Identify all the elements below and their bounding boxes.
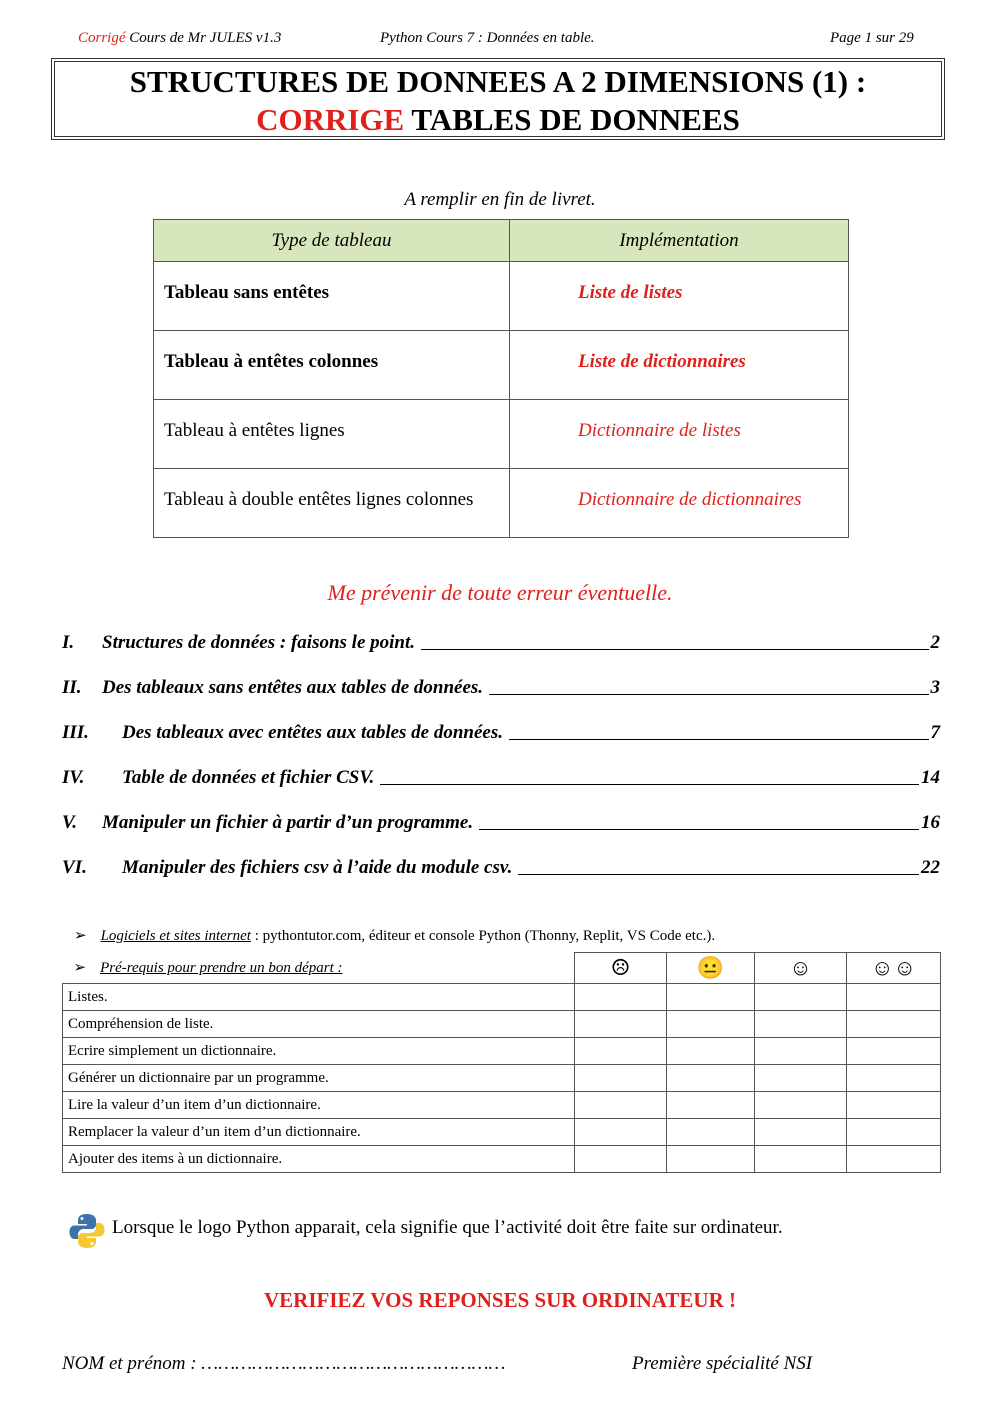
warning-text: Me prévenir de toute erreur éventuelle. — [327, 580, 673, 605]
toc-number: IV. — [62, 767, 85, 788]
rating-cell[interactable] — [847, 984, 941, 1011]
rating-cell[interactable] — [755, 984, 847, 1011]
rating-cell[interactable] — [575, 1146, 667, 1173]
rating-cell[interactable] — [847, 1065, 941, 1092]
toc-entry[interactable] — [62, 675, 940, 699]
title-line2 — [52, 101, 944, 139]
rating-cell[interactable] — [575, 1092, 667, 1119]
toc-entry[interactable] — [62, 855, 940, 879]
rating-cell[interactable] — [667, 1038, 755, 1065]
toc-entry[interactable] — [62, 765, 940, 789]
prereq-header — [63, 953, 575, 984]
toc-entry[interactable] — [62, 720, 940, 744]
impl-cell: Dictionnaire de dictionnaires — [510, 469, 849, 538]
table-row — [63, 1119, 941, 1146]
header-corrige: Corrigé — [78, 30, 126, 46]
toc-entry[interactable] — [62, 810, 940, 834]
impl-cell: Dictionnaire de listes — [510, 400, 849, 469]
arrow-bullet-icon: ➢ — [73, 960, 87, 977]
prereq-label: Pré-requis pour prendre un bon départ : — [100, 960, 343, 977]
prereq-item: Remplacer la valeur d’un item d’un dictionnaire. — [63, 1119, 575, 1146]
table-caption: A remplir en fin de livret. — [404, 189, 596, 210]
rating-cell[interactable] — [755, 1011, 847, 1038]
rating-cell[interactable] — [755, 1065, 847, 1092]
toc-entry[interactable] — [62, 630, 940, 654]
smiling-face-icon: ☺ — [755, 953, 847, 984]
title-box — [51, 58, 945, 140]
toc-leader — [509, 739, 928, 740]
table-row — [63, 1038, 941, 1065]
rating-cell[interactable] — [847, 1011, 941, 1038]
rating-cell[interactable] — [755, 1146, 847, 1173]
header-page: Page 1 sur 29 — [830, 30, 914, 46]
software-bullet — [74, 926, 715, 945]
toc-page: 16 — [921, 812, 940, 833]
toc-number: II. — [62, 677, 82, 698]
prereq-item: Générer un dictionnaire par un programme. — [63, 1065, 575, 1092]
table-row — [154, 331, 849, 400]
prereq-item: Ecrire simplement un dictionnaire. — [63, 1038, 575, 1065]
impl-cell: Liste de listes — [510, 262, 849, 331]
header-center: Python Cours 7 : Données en table. — [380, 30, 595, 46]
toc-number: III. — [62, 722, 89, 743]
toc-leader — [518, 874, 919, 875]
table-row — [63, 1065, 941, 1092]
toc-page: 2 — [930, 632, 940, 653]
rating-cell[interactable] — [575, 984, 667, 1011]
table-row — [63, 1146, 941, 1173]
rating-cell[interactable] — [575, 1011, 667, 1038]
rating-cell[interactable] — [667, 1092, 755, 1119]
title-line1: STRUCTURES DE DONNEES A 2 DIMENSIONS (1) : — [129, 64, 867, 99]
title-corrige: CORRIGE — [256, 102, 405, 137]
python-note: Lorsque le logo Python apparait, cela signifie que l’activité doit être faite sur ordinateur. — [112, 1217, 783, 1238]
rating-cell[interactable] — [755, 1119, 847, 1146]
table-row — [154, 469, 849, 538]
toc-leader — [421, 649, 928, 650]
table-row — [63, 984, 941, 1011]
toc-title: Manipuler des fichiers csv à l’aide du module csv. — [122, 857, 513, 878]
toc-number: VI. — [62, 857, 87, 878]
toc-title: Table de données et fichier CSV. — [122, 767, 375, 788]
toc-title: Des tableaux avec entêtes aux tables de données. — [122, 722, 504, 743]
rating-cell[interactable] — [755, 1092, 847, 1119]
impl-cell: Liste de dictionnaires — [510, 331, 849, 400]
software-label: Logiciels et sites internet — [100, 928, 251, 944]
prereq-item: Lire la valeur d’un item d’un dictionnaire. — [63, 1092, 575, 1119]
type-cell: Tableau à entêtes colonnes — [154, 331, 510, 400]
sad-face-icon: ☹ — [575, 953, 667, 984]
arrow-bullet-icon: ➢ — [74, 928, 87, 944]
rating-cell[interactable] — [667, 1065, 755, 1092]
prereq-item: Compréhension de liste. — [63, 1011, 575, 1038]
toc-leader — [380, 784, 919, 785]
rating-cell[interactable] — [755, 1038, 847, 1065]
toc-title: Des tableaux sans entêtes aux tables de données. — [102, 677, 484, 698]
table-row — [63, 1092, 941, 1119]
rating-cell[interactable] — [667, 1011, 755, 1038]
toc-page: 7 — [930, 722, 940, 743]
impl-header: Implémentation — [510, 220, 849, 262]
toc-leader — [489, 694, 928, 695]
type-cell: Tableau à entêtes lignes — [154, 400, 510, 469]
header-course: Cours de Mr JULES v1.3 — [125, 30, 282, 46]
rating-cell[interactable] — [667, 984, 755, 1011]
neutral-face-icon: 😐 — [667, 953, 755, 984]
toc-page: 3 — [930, 677, 940, 698]
prereq-table — [62, 952, 941, 1173]
header-left — [78, 30, 281, 47]
verify-banner: VERIFIEZ VOS REPONSES SUR ORDINATEUR ! — [264, 1288, 736, 1312]
prereq-item: Ajouter des items à un dictionnaire. — [63, 1146, 575, 1173]
rating-cell[interactable] — [575, 1119, 667, 1146]
title-tables: TABLES DE DONNEES — [404, 102, 740, 137]
toc-page: 14 — [921, 767, 940, 788]
rating-cell[interactable] — [667, 1146, 755, 1173]
rating-cell[interactable] — [847, 1092, 941, 1119]
type-header: Type de tableau — [154, 220, 510, 262]
toc-leader — [479, 829, 919, 830]
prereq-item: Listes. — [63, 984, 575, 1011]
table-row — [63, 1011, 941, 1038]
rating-cell[interactable] — [575, 1038, 667, 1065]
table-row — [154, 262, 849, 331]
toc-title: Manipuler un fichier à partir d’un programme. — [102, 812, 474, 833]
rating-cell[interactable] — [847, 1038, 941, 1065]
type-cell: Tableau sans entêtes — [154, 262, 510, 331]
type-cell: Tableau à double entêtes lignes colonnes — [154, 469, 510, 538]
rating-cell[interactable] — [667, 1119, 755, 1146]
name-field[interactable]: NOM et prénom : ……………………………………………… — [62, 1353, 506, 1374]
toc-number: I. — [62, 632, 75, 653]
double-smiling-face-icon: ☺☺ — [847, 953, 941, 984]
python-logo-icon — [69, 1213, 105, 1249]
rating-cell[interactable] — [847, 1146, 941, 1173]
rating-cell[interactable] — [575, 1065, 667, 1092]
toc-title: Structures de données : faisons le point. — [102, 632, 416, 653]
footer-level: Première spécialité NSI — [632, 1353, 813, 1374]
type-table — [153, 219, 849, 538]
software-text: : pythontutor.com, éditeur et console Python (Thonny, Replit, VS Code etc.). — [250, 928, 716, 944]
rating-cell[interactable] — [847, 1119, 941, 1146]
toc-number: V. — [62, 812, 77, 833]
table-row — [154, 400, 849, 469]
toc-page: 22 — [921, 857, 940, 878]
